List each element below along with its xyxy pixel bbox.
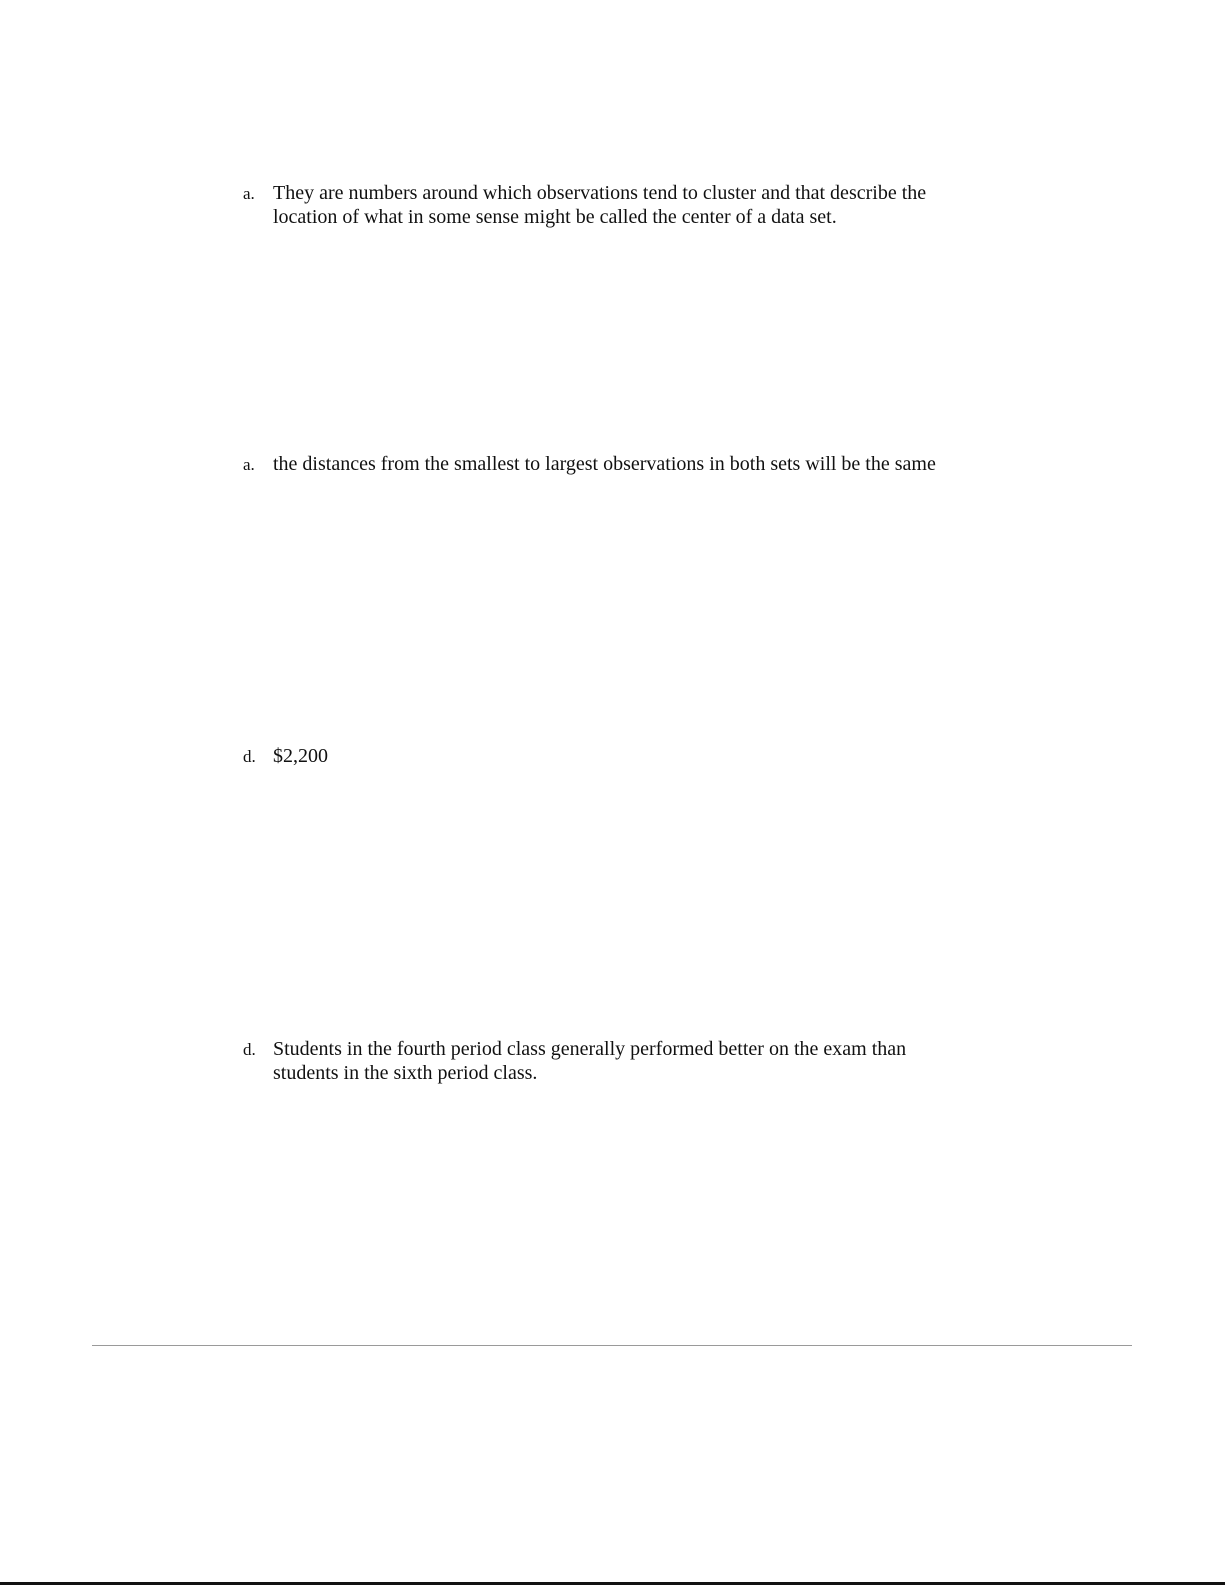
answer-text: the distances from the smallest to largest observations in both sets will be the same bbox=[273, 453, 936, 475]
answer-letter: d. bbox=[243, 747, 256, 766]
answer-item bbox=[243, 744, 963, 769]
answer-text: They are numbers around which observations tend to cluster and that describe the location of what in some sense might be called the center of a data set. bbox=[273, 182, 927, 228]
footer-divider bbox=[92, 1345, 1132, 1346]
answer-letter: d. bbox=[243, 1040, 256, 1059]
answer-text: $2,200 bbox=[273, 745, 328, 767]
answer-letter: a. bbox=[243, 455, 255, 474]
answer-item bbox=[243, 181, 963, 229]
answer-item bbox=[243, 1037, 963, 1085]
answer-letter: a. bbox=[243, 184, 255, 203]
answer-text: Students in the fourth period class generally performed better on the exam than students in the sixth period class. bbox=[273, 1038, 907, 1084]
answer-item bbox=[243, 452, 963, 477]
